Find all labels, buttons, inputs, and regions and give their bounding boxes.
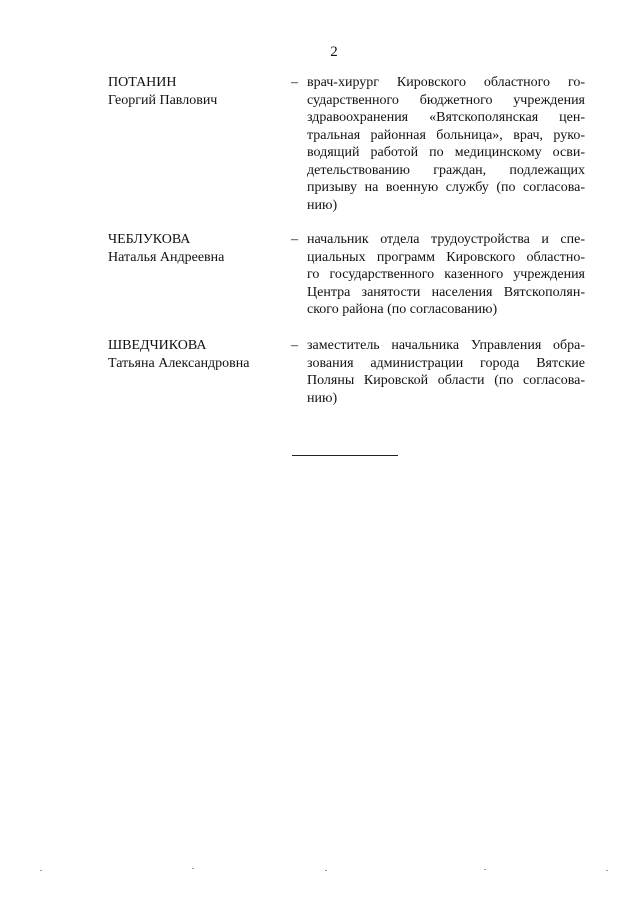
description-line: начальник отдела трудоустройства и спе-	[307, 232, 585, 247]
description-line: сударственного бюджетного учреждения	[307, 92, 585, 108]
description-line: тральная районная больница», врач, руко-	[307, 127, 585, 143]
dash-separator: –	[291, 75, 298, 90]
dash-separator: –	[291, 232, 298, 247]
member-name	[108, 337, 278, 372]
scan-speck	[192, 868, 194, 869]
description-line: го государственного казенного учреждения	[307, 267, 585, 282]
description-line: Поляны Кировской области (по согласова-	[307, 373, 585, 388]
description-line: врач-хирург Кировского областного го-	[307, 75, 585, 90]
member-position-description	[307, 231, 585, 319]
member-name	[108, 231, 278, 266]
member-surname: ЧЕБЛУКОВА	[108, 232, 191, 247]
description-line: здравоохранения «Вятскополянская цен-	[307, 110, 585, 125]
description-line: нию)	[307, 390, 338, 406]
description-line: нию)	[307, 197, 338, 213]
scan-speck	[325, 870, 327, 871]
member-surname: ПОТАНИН	[108, 75, 177, 90]
description-line: зования администрации города Вятские	[307, 355, 585, 371]
description-line: призыву на военную службу (по согласова-	[307, 180, 585, 195]
description-line: ского района (по согласованию)	[307, 302, 498, 317]
member-given-names: Татьяна Александровна	[108, 355, 250, 371]
member-given-names: Георгий Павлович	[108, 92, 218, 108]
member-position-description	[307, 74, 585, 214]
member-given-names: Наталья Андреевна	[108, 249, 225, 265]
member-name	[108, 74, 278, 109]
scan-speck	[606, 870, 608, 871]
description-line: Центра занятости населения Вятскополян-	[307, 284, 585, 300]
description-line: заместитель начальника Управления обра-	[307, 338, 585, 353]
description-line: циальных программ Кировского областно-	[307, 249, 585, 265]
member-surname: ШВЕДЧИКОВА	[108, 338, 207, 353]
scan-speck	[484, 869, 486, 870]
page-number: 2	[330, 44, 338, 60]
dash-separator: –	[291, 338, 298, 353]
description-line: детельствованию граждан, подлежащих	[307, 162, 585, 178]
scan-speck	[40, 870, 42, 871]
closing-rule	[292, 455, 398, 456]
member-position-description	[307, 337, 585, 407]
description-line: водящий работой по медицинскому осви-	[307, 145, 585, 160]
